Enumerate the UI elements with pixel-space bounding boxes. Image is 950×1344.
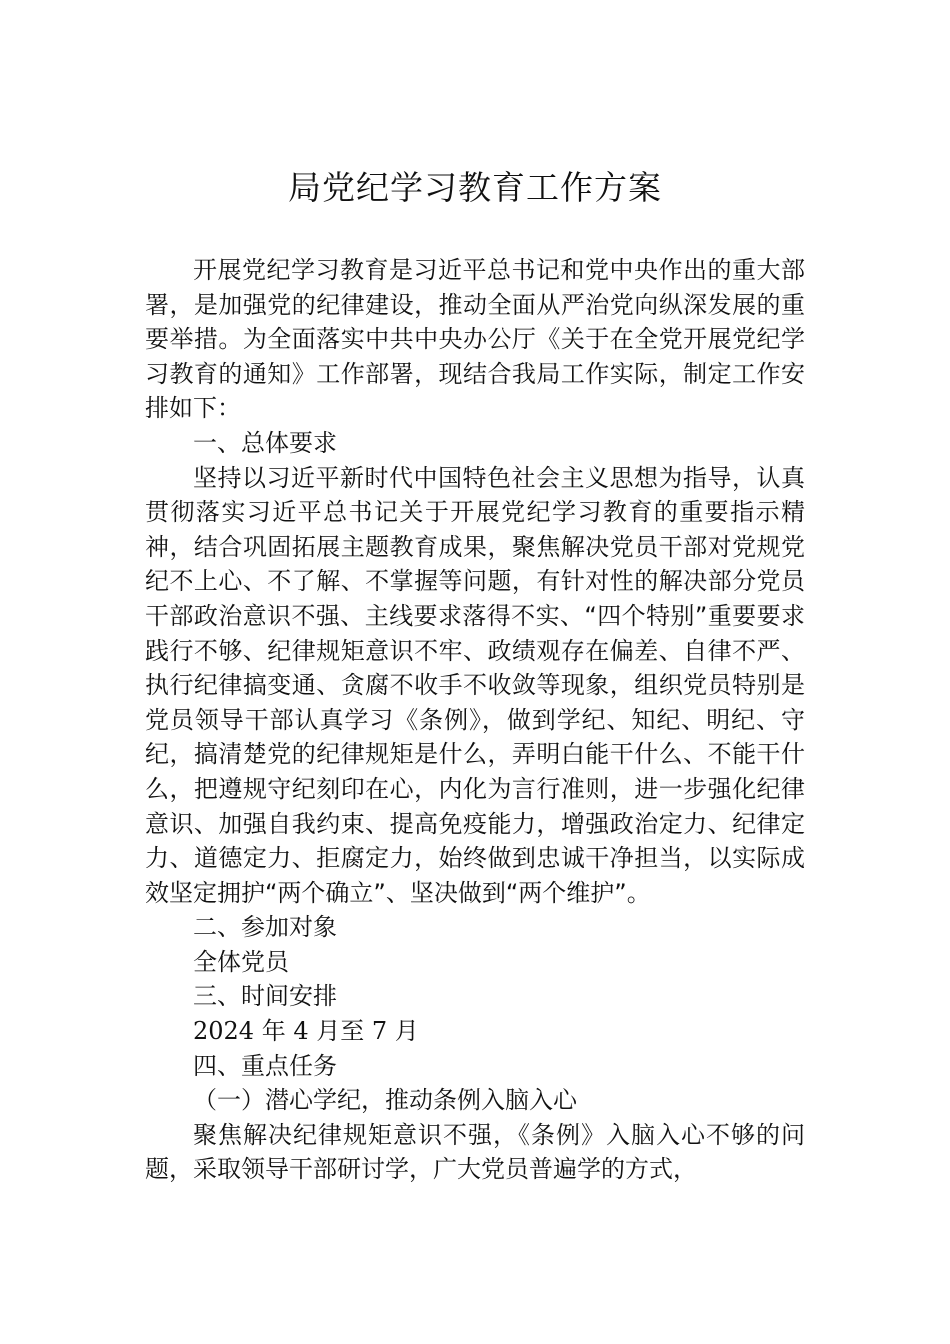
document-title: 局党纪学习教育工作方案	[288, 168, 662, 207]
section-heading-key-tasks: 四、重点任务	[193, 1051, 337, 1080]
subsection-heading-study: （一）潜心学纪，推动条例入脑入心	[193, 1086, 577, 1115]
section-heading-schedule: 三、时间安排	[193, 982, 337, 1011]
section-heading-general-requirements: 一、总体要求	[193, 428, 337, 457]
intro-paragraph: 开展党纪学习教育是习近平总书记和党中央作出的重大部署，是加强党的纪律建设，推动全面从严治党向纵深发展的重要举措。为全面落实中共中央办公厅《关于在全党开展党纪学习教育的通知》工作部署，现结合我局工作实际，制定工作安排如下：	[145, 256, 805, 423]
document-body	[145, 253, 805, 1187]
schedule-paragraph: 2024 年 4 月至 7 月	[193, 1017, 419, 1046]
general-requirements-paragraph: 坚持以习近平新时代中国特色社会主义思想为指导，认真贯彻落实习近平总书记关于开展党纪学习教育的重要指示精神，结合巩固拓展主题教育成果，聚焦解决党员干部对党规党纪不上心、不了解、不掌握等问题，有针对性的解决部分党员干部政治意识不强、主线要求落得不实、“四个特别”重要要求践行不够、纪律规矩意识不牢、政绩观存在偏差、自律不严、执行纪律搞变通、贪腐不收手不收敛等现象，组织党员特别是党员领导干部认真学习《条例》，做到学纪、知纪、明纪、守纪，搞清楚党的纪律规矩是什么，弄明白能干什么、不能干什么，把遵规守纪刻印在心，内化为言行准则，进一步强化纪律意识、加强自我约束、提高免疫能力，增强政治定力、纪律定力、道德定力、拒腐定力，始终做到忠诚干净担当，以实际成效坚定拥护“两个确立”、坚决做到“两个维护”。	[145, 463, 805, 907]
section-heading-participants: 二、参加对象	[193, 913, 337, 942]
participants-paragraph: 全体党员	[193, 947, 289, 976]
study-paragraph: 聚焦解决纪律规矩意识不强，《条例》入脑入心不够的问题，采取领导干部研讨学，广大党员普遍学的方式，	[145, 1120, 805, 1184]
